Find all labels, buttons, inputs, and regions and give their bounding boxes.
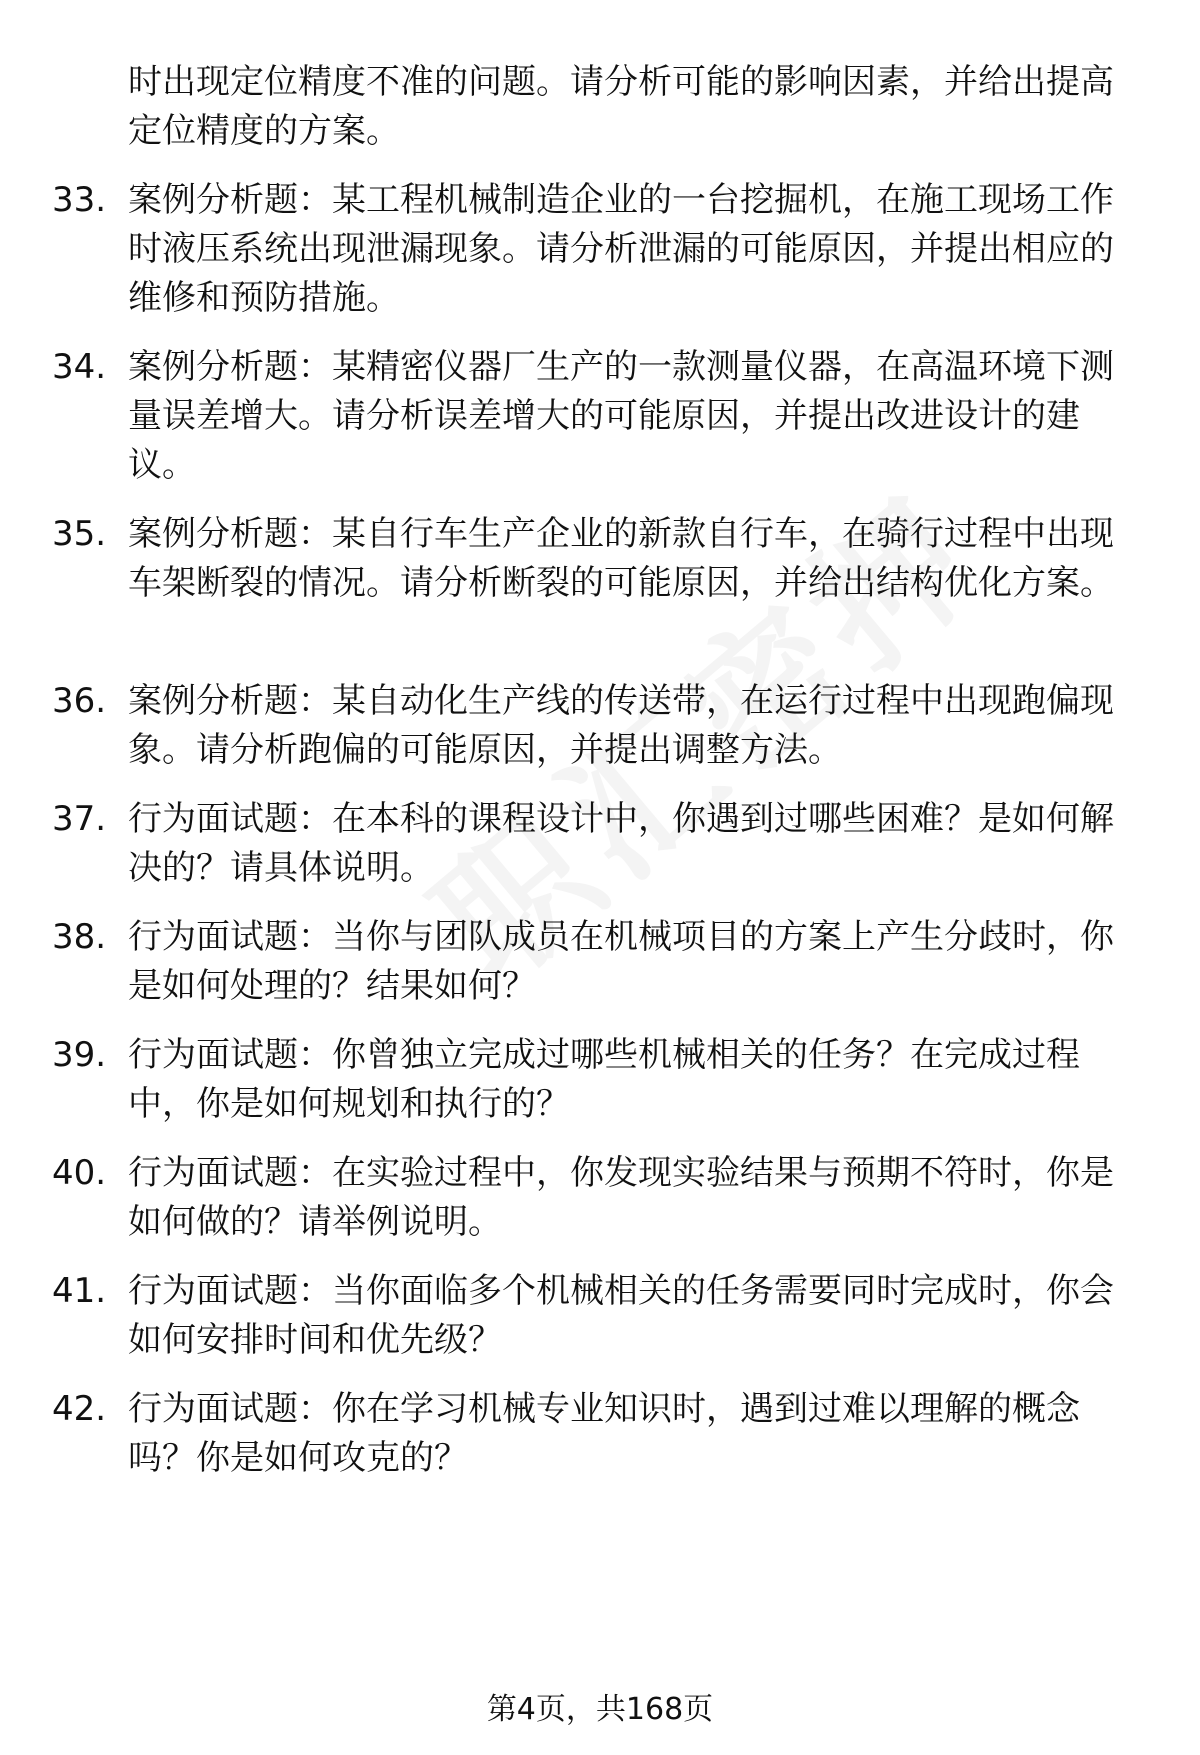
question-number: 38.	[52, 917, 107, 957]
question-text: 行为面试题：当你面临多个机械相关的任务需要同时完成时，你会如何安排时间和优先级？	[128, 1271, 1114, 1360]
question-item	[52, 1267, 1142, 1365]
question-item	[52, 176, 1142, 323]
question-number: 36.	[52, 681, 107, 721]
question-text: 行为面试题：你在学习机械专业知识时，遇到过难以理解的概念吗？你是如何攻克的？	[128, 1389, 1080, 1478]
question-text: 行为面试题：当你与团队成员在机械项目的方案上产生分歧时，你是如何处理的？结果如何？	[128, 917, 1114, 1006]
question-item	[52, 1385, 1142, 1483]
question-text: 案例分析题：某工程机械制造企业的一台挖掘机，在施工现场工作时液压系统出现泄漏现象。请分析泄漏的可能原因，并提出相应的维修和预防措施。	[128, 180, 1114, 318]
question-number: 39.	[52, 1035, 107, 1075]
question-number: 34.	[52, 347, 107, 387]
question-number: 33.	[52, 180, 107, 220]
question-text: 行为面试题：你曾独立完成过哪些机械相关的任务？在完成过程中，你是如何规划和执行的？	[128, 1035, 1080, 1124]
continued-question-text: 时出现定位精度不准的问题。请分析可能的影响因素，并给出提高定位精度的方案。	[128, 62, 1114, 151]
question-number: 35.	[52, 514, 107, 554]
question-number: 37.	[52, 799, 107, 839]
question-item	[52, 510, 1142, 608]
question-item	[52, 913, 1142, 1011]
question-number: 41.	[52, 1271, 107, 1311]
page-footer: 第4页，共168页	[486, 1692, 714, 1727]
question-text: 案例分析题：某自动化生产线的传送带，在运行过程中出现跑偏现象。请分析跑偏的可能原因，并提出调整方法。	[128, 681, 1114, 770]
question-item	[52, 1031, 1142, 1129]
question-item	[52, 1149, 1142, 1247]
question-text: 行为面试题：在实验过程中，你发现实验结果与预期不符时，你是如何做的？请举例说明。	[128, 1153, 1114, 1242]
question-number: 40.	[52, 1153, 107, 1193]
question-text: 案例分析题：某精密仪器厂生产的一款测量仪器，在高温环境下测量误差增大。请分析误差增大的可能原因，并提出改进设计的建议。	[128, 347, 1114, 485]
question-item	[52, 677, 1142, 775]
question-text: 案例分析题：某自行车生产企业的新款自行车，在骑行过程中出现车架断裂的情况。请分析断裂的可能原因，并给出结构优化方案。	[128, 514, 1114, 603]
question-number: 42.	[52, 1389, 107, 1429]
question-item	[52, 795, 1142, 893]
question-text: 行为面试题：在本科的课程设计中，你遇到过哪些困难？是如何解决的？请具体说明。	[128, 799, 1114, 888]
question-item	[52, 343, 1142, 490]
